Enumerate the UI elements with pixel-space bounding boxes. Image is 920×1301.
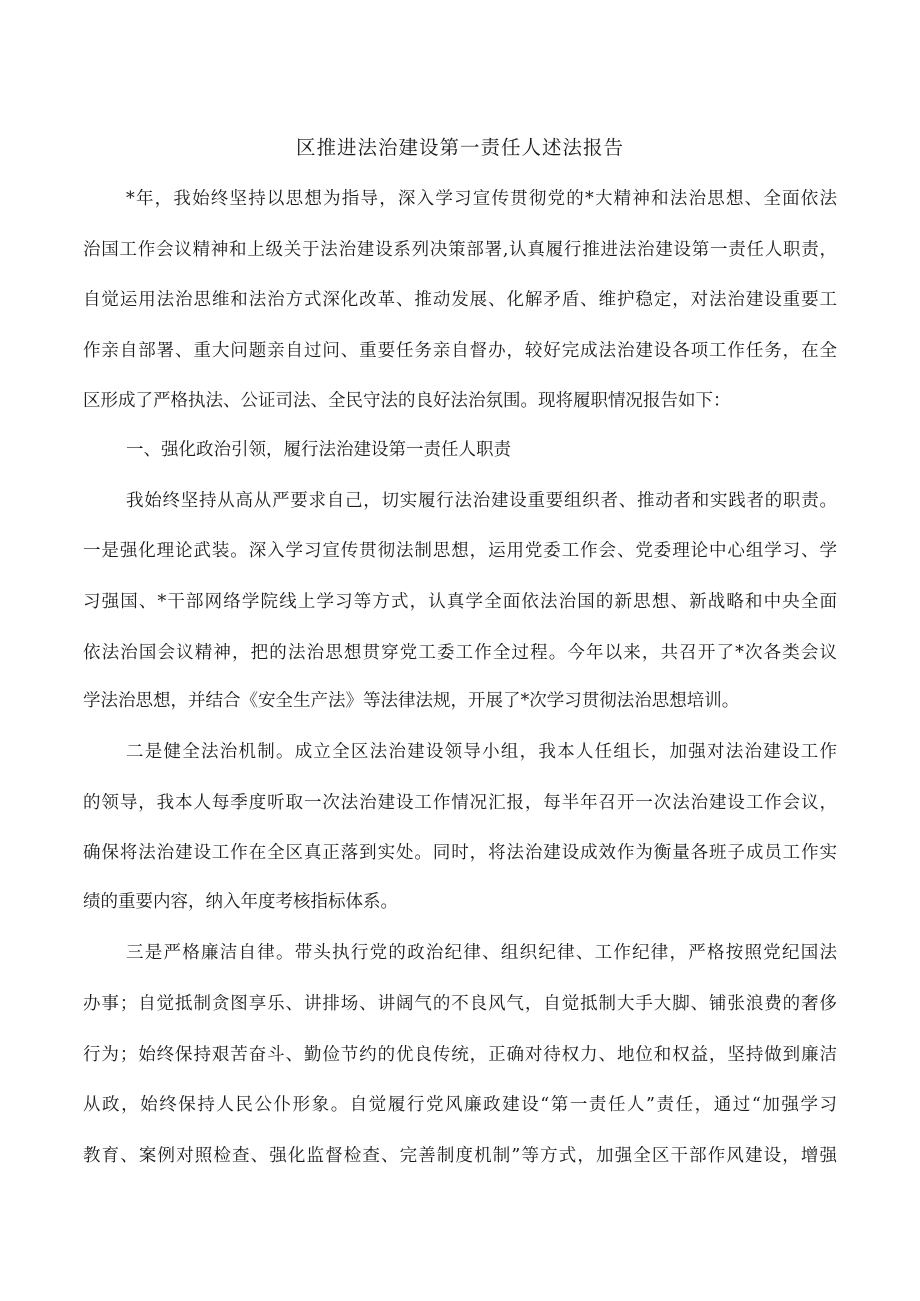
body-line: 治国工作会议精神和上级关于法治建设系列决策部署,认真履行推进法治建设第一责任人职责， — [83, 240, 837, 260]
body-line: 二是健全法治机制。成立全区法治建设领导小组，我本人任组长，加强对法治建设工作 — [126, 742, 837, 762]
body-line: 区形成了严格执法、公证司法、全民守法的良好法治氛围。现将履职情况报告如下： — [83, 391, 731, 411]
body-line: 依法治国会议精神，把的法治思想贯穿党工委工作全过程。今年以来，共召开了*次各类会议 — [83, 643, 837, 663]
body-line: 从政，始终保持人民公仆形象。自觉履行党风廉政建设“第一责任人”责任，通过“加强学习 — [83, 1095, 837, 1115]
body-line: 行为；始终保持艰苦奋斗、勤俭节约的优良传统，正确对待权力、地位和权益，坚持做到廉洁 — [83, 1045, 837, 1065]
body-line: 确保将法治建设工作在全区真正落到实处。同时，将法治建设成效作为衡量各班子成员工作实 — [83, 843, 837, 863]
body-line: 的领导，我本人每季度听取一次法治建设工作情况汇报，每半年召开一次法治建设工作会议， — [83, 793, 837, 813]
body-line: 自觉运用法治思维和法治方式深化改革、推动发展、化解矛盾、维护稳定，对法治建设重要工 — [83, 290, 837, 310]
section-heading: 一、强化政治引领，履行法治建设第一责任人职责 — [126, 440, 511, 460]
body-line: 一是强化理论武装。深入学习宣传贯彻法制思想，运用党委工作会、党委理论中心组学习、学 — [83, 541, 837, 561]
body-line: 办事；自觉抵制贪图享乐、讲排场、讲阔气的不良风气，自觉抵制大手大脚、铺张浪费的奢侈 — [83, 994, 837, 1014]
body-line: 学法治思想，并结合《安全生产法》等法律法规，开展了*次学习贯彻法治思想培训。 — [83, 691, 740, 711]
body-line: 习强国、*干部网络学院线上学习等方式，认真学全面依法治国的新思想、新战略和中央全面 — [83, 592, 837, 612]
body-line: 绩的重要内容，纳入年度考核指标体系。 — [83, 892, 398, 912]
body-line: 教育、案例对照检查、强化监督检查、完善制度机制”等方式，加强全区干部作风建设，增强 — [83, 1146, 837, 1166]
body-line: 三是严格廉洁自律。带头执行党的政治纪律、组织纪律、工作纪律，严格按照党纪国法 — [126, 943, 837, 963]
document-title: 区推进法治建设第一责任人述法报告 — [295, 136, 624, 159]
body-line: 作亲自部署、重大问题亲自过问、重要任务亲自督办，较好完成法治建设各项工作任务，在全 — [83, 341, 837, 361]
body-line: *年，我始终坚持以思想为指导，深入学习宣传贯彻党的*大精神和法治思想、全面依法 — [126, 189, 837, 209]
body-line: 我始终坚持从高从严要求自己，切实履行法治建设重要组织者、推动者和实践者的职责。 — [126, 491, 837, 511]
